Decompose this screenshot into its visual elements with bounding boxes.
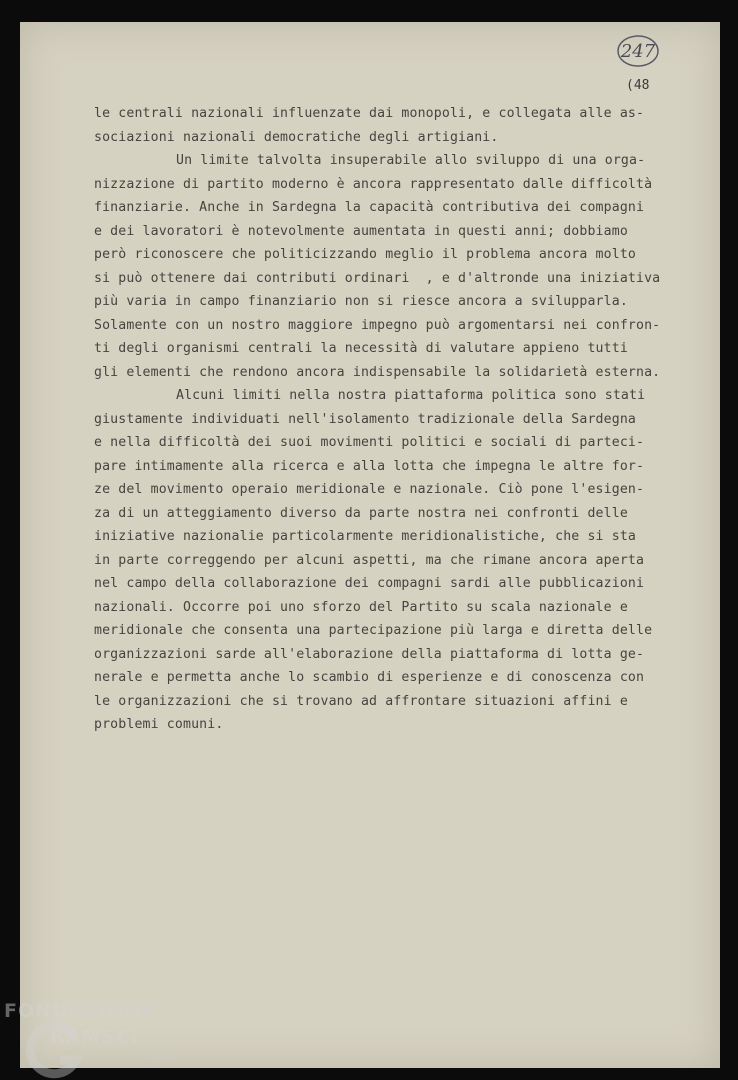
text-line: ti degli organismi centrali la necessità di valutare appieno tutti — [94, 341, 628, 356]
text-line: problemi comuni. — [94, 717, 224, 732]
text-line: Alcuni limiti nella nostra piattaforma politica sono stati — [176, 388, 646, 403]
text-line: giustamente individuati nell'isolamento tradizionale della Sardegna — [94, 411, 636, 427]
circle-annotation-icon — [616, 34, 660, 68]
fondazione-gramsci-watermark — [4, 1000, 194, 1080]
text-line: e dei lavoratori è notevolmente aumentata in questi anni; dobbiamo — [94, 223, 628, 239]
text-line: iniziative nazionalie particolarmente meridionalistiche, che si sta — [94, 529, 636, 544]
text-line: organizzazioni sarde all'elaborazione della piattaforma di lotta ge- — [94, 646, 645, 662]
archive-number-text: 247 — [620, 40, 656, 62]
page-number: (48 — [626, 78, 650, 93]
watermark-line3: onlus — [148, 1052, 173, 1062]
text-line: più varia in campo finanziario non si riesce ancora a svilupparla. — [94, 294, 628, 309]
text-line: sociazioni nazionali democratiche degli artigiani. — [94, 129, 499, 145]
text-line: Solamente con un nostro maggiore impegno può argomentarsi nei confron- — [94, 317, 661, 333]
text-line: nerale e permetta anche lo scambio di esperienze e di conoscenza con — [94, 670, 645, 685]
text-line: nel campo della collaborazione dei compagni sardi alle pubblicazioni — [94, 576, 645, 591]
typewritten-body — [94, 102, 694, 737]
document-page — [20, 22, 720, 1068]
text-line: finanziarie. Anche in Sardegna la capacità contributiva dei compagni — [94, 200, 645, 215]
text-line: meridionale che consenta una partecipazione più larga e diretta delle — [94, 623, 653, 638]
text-line: pare intimamente alla ricerca e alla lotta che impegna le altre for- — [94, 458, 645, 474]
text-line: però riconoscere che politicizzando meglio il problema ancora molto — [94, 247, 636, 262]
text-line: in parte correggendo per alcuni aspetti, ma che rimane ancora aperta — [94, 552, 645, 568]
text-line: le organizzazioni che si trovano ad affrontare situazioni affini e — [94, 693, 628, 709]
watermark-line1: FONDAZIONE — [4, 1000, 156, 1022]
text-line: za di un atteggiamento diverso da parte nostra nei confronti delle — [94, 505, 628, 521]
text-line: nizzazione di partito moderno è ancora rappresentato dalle difficoltà — [94, 176, 653, 192]
text-line: Un limite talvolta insuperabile allo sviluppo di una orga- — [176, 153, 646, 168]
text-line: nazionali. Occorre poi uno sforzo del Partito su scala nazionale e — [94, 599, 628, 615]
text-line: le centrali nazionali influenzate dai monopoli, e collegata alle as- — [94, 106, 645, 121]
text-line: si può ottenere dai contributi ordinari , e d'altronde una iniziativa — [94, 270, 661, 286]
watermark-line2: RAMSCI — [50, 1026, 139, 1048]
archive-number-stamp — [616, 34, 660, 68]
text-line: e nella difficoltà dei suoi movimenti politici e sociali di parteci- — [94, 435, 645, 450]
text-line: gli elementi che rendono ancora indispensabile la solidarietà esterna. — [94, 364, 661, 380]
text-line: ze del movimento operaio meridionale e nazionale. Ciò pone l'esigen- — [94, 482, 645, 497]
